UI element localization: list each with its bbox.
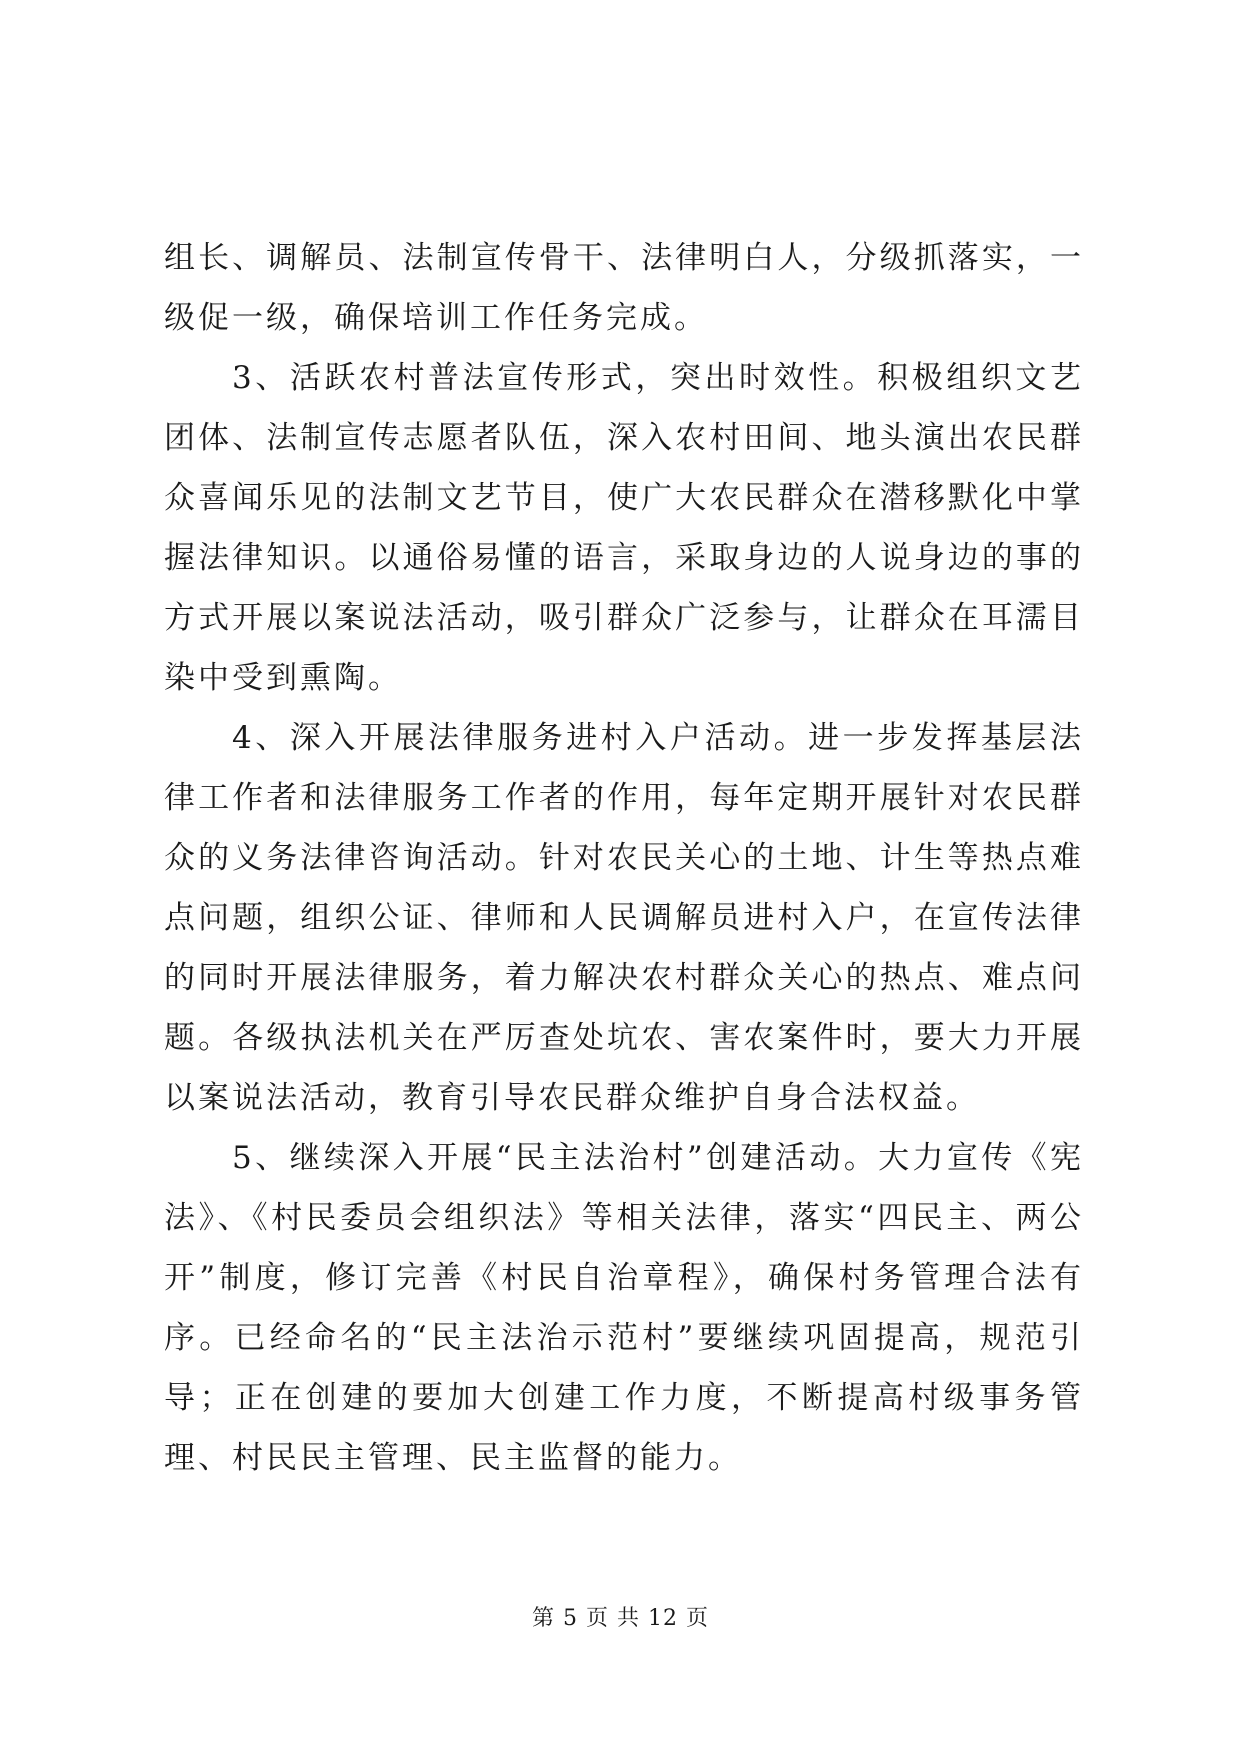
paragraph-item-5: 5、继续深入开展“民主法治村”创建活动。大力宣传《宪法》、《村民委员会组织法》等相关法律，落实“四民主、两公开”制度，修订完善《村民自治章程》，确保村务管理合法有序。已经命名的“民主法治示范村”要继续巩固提高，规范引导；正在创建的要加大创建工作力度，不断提高村级事务管理、村民民主管理、民主监督的能力。 (164, 1140, 1084, 1476)
document-body (164, 228, 1084, 1488)
paragraph-item-4: 4、深入开展法律服务进村入户活动。进一步发挥基层法律工作者和法律服务工作者的作用，每年定期开展针对农民群众的义务法律咨询活动。针对农民关心的土地、计生等热点难点问题，组织公证、律师和人民调解员进村入户，在宣传法律的同时开展法律服务，着力解决农村群众关心的热点、难点问题。各级执法机关在严厉查处坑农、害农案件时，要大力开展以案说法活动，教育引导农民群众维护自身合法权益。 (164, 720, 1084, 1116)
page-number-label: 第 5 页 共 12 页 (532, 1606, 709, 1631)
paragraph-item-3: 3、活跃农村普法宣传形式，突出时效性。积极组织文艺团体、法制宣传志愿者队伍，深入农村田间、地头演出农民群众喜闻乐见的法制文艺节目，使广大农民群众在潜移默化中掌握法律知识。以通俗易懂的语言，采取身边的人说身边的事的方式开展以案说法活动，吸引群众广泛参与，让群众在耳濡目染中受到熏陶。 (164, 360, 1084, 696)
page-footer (0, 1605, 1241, 1633)
paragraph-continuation: 组长、调解员、法制宣传骨干、法律明白人，分级抓落实，一级促一级，确保培训工作任务完成。 (164, 240, 1084, 336)
